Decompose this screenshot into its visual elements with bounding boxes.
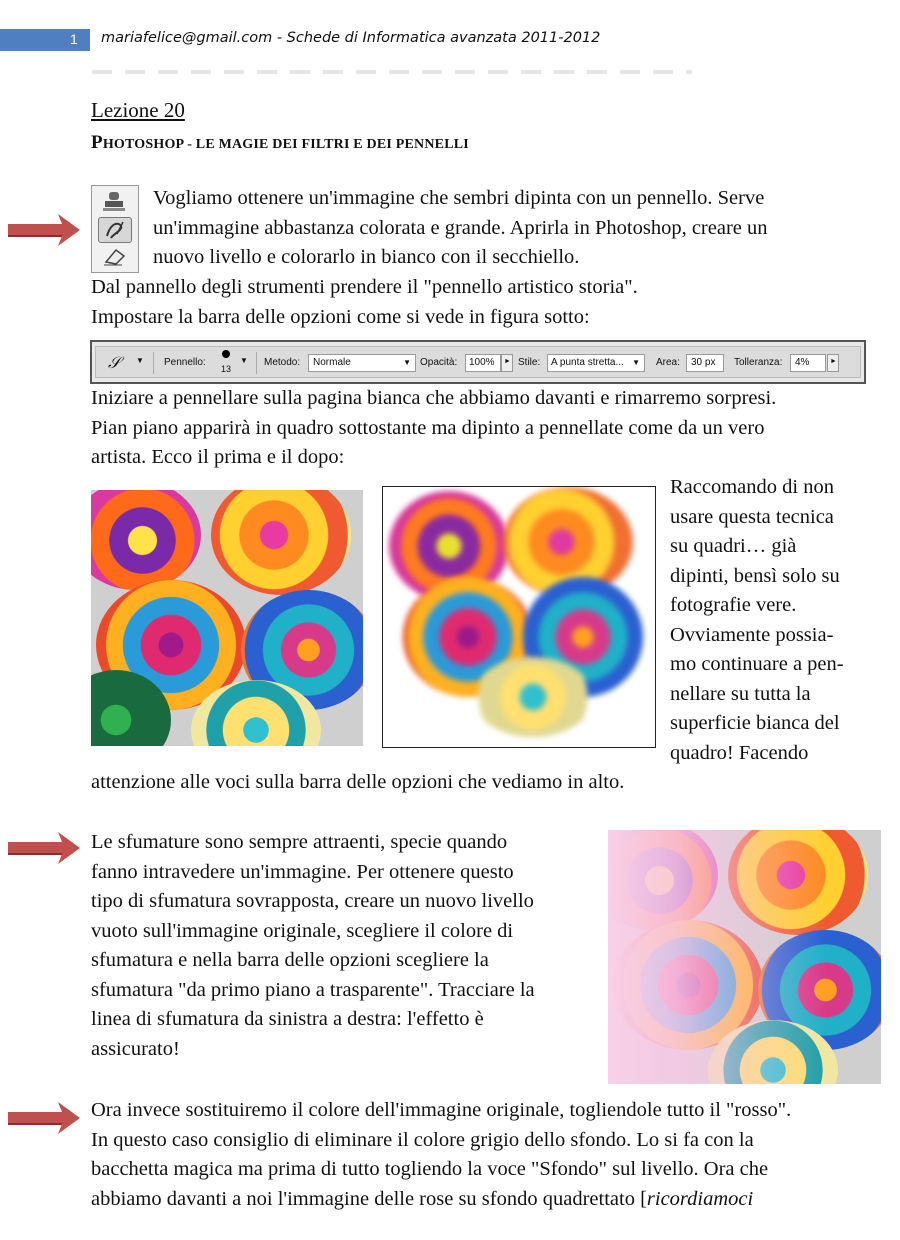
opacity-label: Opacità: bbox=[420, 357, 458, 368]
gradient-overlay bbox=[608, 830, 881, 1084]
tolerance-value: 4% bbox=[795, 357, 810, 368]
header-divider bbox=[92, 70, 692, 74]
page-title: PHOTOSHOP - LE MAGIE DEI FILTRI E DEI PENNELLI bbox=[91, 132, 469, 153]
style-label: Stile: bbox=[518, 357, 541, 368]
side-line-6: Ovviamente possia- bbox=[670, 623, 834, 646]
intro-line-3: nuovo livello e colorarlo in bianco con il secchiello. bbox=[153, 246, 580, 268]
method-select[interactable] bbox=[308, 354, 416, 372]
side-line-4: dipinti, bensì solo su bbox=[670, 564, 840, 587]
opacity-input[interactable] bbox=[465, 354, 501, 372]
paragraph3-line-6: sfumatura "da primo piano a trasparente". Tracciare la bbox=[91, 978, 535, 1001]
style-chevron-icon: ▼ bbox=[632, 358, 640, 367]
side-line-2: usare questa tecnica bbox=[670, 505, 834, 528]
paragraph4-line-3: bacchetta magica ma prima di tutto togliendo la voce "Sfondo" sul livello. Ora che bbox=[91, 1158, 769, 1180]
brush-dot-icon bbox=[222, 350, 230, 358]
brush-chevron-icon: ▼ bbox=[240, 356, 248, 365]
photoshop-options-bar bbox=[90, 340, 866, 384]
side-line-8: nellare su tutta la bbox=[670, 682, 811, 705]
paragraph3-line-1: Le sfumature sono sempre attraenti, specie quando bbox=[91, 831, 508, 853]
arrow-right-icon bbox=[4, 830, 84, 866]
paragraph2-line-1: Iniziare a pennellare sulla pagina bianca che abbiamo davanti e rimarremo sorpresi. bbox=[91, 387, 777, 409]
arrow-right-icon bbox=[4, 1100, 84, 1136]
closing-line: attenzione alle voci sulla barra delle opzioni che vediamo in alto. bbox=[91, 771, 625, 793]
brush-label: Pennello: bbox=[164, 357, 206, 368]
style-value: A punta stretta... bbox=[551, 357, 624, 368]
page-number: 1 bbox=[70, 31, 78, 47]
intro-line-1: Vogliamo ottenere un'immagine che sembri dipinta con un pennello. Serve bbox=[153, 187, 765, 209]
area-value: 30 px bbox=[691, 357, 716, 368]
brush-tool-icon: 𝒮 bbox=[108, 353, 121, 372]
opacity-arrow-button[interactable]: ► bbox=[501, 354, 513, 372]
method-value: Normale bbox=[313, 357, 351, 368]
history-brush-icon bbox=[98, 217, 132, 243]
roses-original-image bbox=[91, 490, 363, 746]
paragraph4-line-4: abbiamo davanti a noi l'immagine delle rose su sfondo quadrettato [ricordiamoci bbox=[91, 1187, 754, 1210]
stamp-icon bbox=[98, 190, 130, 214]
tolerance-arrow-button[interactable]: ► bbox=[827, 354, 839, 372]
separator bbox=[153, 352, 154, 374]
area-input[interactable] bbox=[686, 354, 724, 372]
tolerance-label: Tolleranza: bbox=[734, 357, 783, 368]
method-chevron-icon: ▼ bbox=[403, 358, 411, 367]
paragraph3-line-5: sfumatura e nella barra delle opzioni scegliere la bbox=[91, 949, 489, 971]
paragraph3-line-2: fanno intravedere un'immagine. Per ottenere questo bbox=[91, 860, 514, 883]
side-line-3: su quadri… già bbox=[670, 535, 797, 557]
paragraph4-line-2: In questo caso consiglio di eliminare il colore grigio dello sfondo. Lo si fa con la bbox=[91, 1128, 754, 1151]
header-text: mariafelice@gmail.com - Schede di Informatica avanzata 2011-2012 bbox=[101, 30, 601, 46]
area-label: Area: bbox=[656, 357, 680, 368]
options-bar-inner bbox=[95, 346, 861, 378]
instruction-line-1: Dal pannello degli strumenti prendere il "pennello artistico storia". bbox=[91, 276, 638, 298]
tool-preset-chevron-icon: ▼ bbox=[136, 356, 144, 365]
paragraph3-line-3: tipo di sfumatura sovrapposta, creare un nuovo livello bbox=[91, 890, 534, 912]
roses-painted-image bbox=[382, 486, 656, 748]
paragraph3-line-8: assicurato! bbox=[91, 1037, 180, 1060]
side-line-7: mo continuare a pen- bbox=[670, 653, 844, 675]
eraser-icon bbox=[98, 244, 130, 268]
paragraph2-line-3: artista. Ecco il prima e il dopo: bbox=[91, 446, 345, 468]
lesson-label: Lezione 20 bbox=[91, 98, 185, 122]
tolerance-input[interactable] bbox=[790, 354, 826, 372]
intro-line-2: un'immagine abbastanza colorata e grande. Aprirla in Photoshop, creare un bbox=[153, 216, 768, 239]
method-label: Metodo: bbox=[264, 357, 301, 368]
side-line-9: superficie bianca del bbox=[670, 712, 840, 734]
paragraph3-line-4: vuoto sull'immagine originale, scegliere il colore di bbox=[91, 919, 514, 942]
arrow-right-icon bbox=[4, 212, 84, 248]
paragraph3-line-7: linea di sfumatura da sinistra a destra: l'effetto è bbox=[91, 1008, 484, 1030]
paragraph2-line-2: Pian piano apparirà in quadro sottostante ma dipinto a pennellate come da un vero bbox=[91, 416, 765, 439]
style-select[interactable] bbox=[547, 354, 645, 372]
paragraph4-line-1: Ora invece sostituiremo il colore dell'immagine originale, togliendole tutto il "rosso". bbox=[91, 1099, 792, 1121]
side-line-10: quadro! Facendo bbox=[670, 741, 809, 764]
side-line-1: Raccomando di non bbox=[670, 476, 834, 498]
brush-size: 13 bbox=[221, 364, 232, 374]
roses-gradient-image bbox=[608, 830, 881, 1084]
instruction-line-2: Impostare la barra delle opzioni come si vede in figura sotto: bbox=[91, 305, 590, 328]
separator bbox=[256, 352, 257, 374]
side-line-5: fotografie vere. bbox=[670, 594, 797, 616]
tool-icons-panel bbox=[91, 185, 139, 273]
opacity-value: 100% bbox=[469, 357, 495, 368]
